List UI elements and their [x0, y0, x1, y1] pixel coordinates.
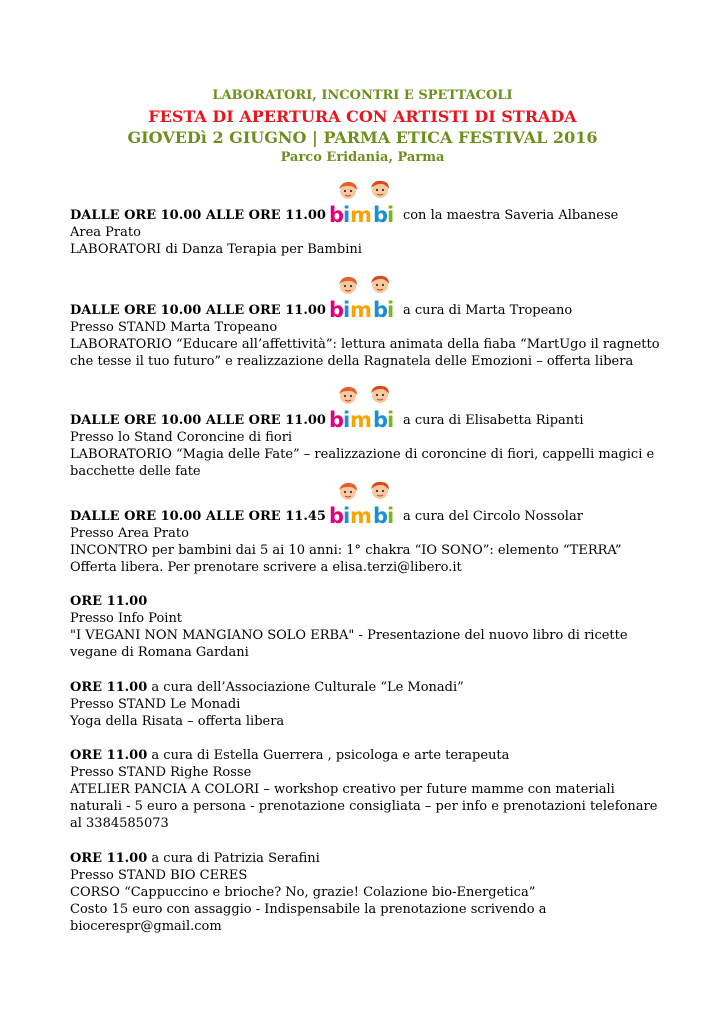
event-location: Presso STAND BIO CERES	[70, 868, 248, 883]
event-location: Presso Info Point	[70, 611, 183, 626]
event-heading	[70, 180, 670, 224]
header-date-festival: GIOVEDì 2 GIUGNO | PARMA ETICA FESTIVAL 2016	[127, 128, 598, 147]
event-item	[70, 747, 670, 832]
event-organizer: a cura di Elisabetta Ripanti	[402, 413, 584, 428]
event-description: Yoga della Risata – offerta libera	[70, 714, 285, 729]
event-heading	[70, 747, 670, 764]
header-location: Parco Eridania, Parma	[280, 150, 445, 165]
event-description: "I VEGANI NON MANGIANO SOLO ERBA" - Presentazione del nuovo libro di ricette vegane di Romana Gardani	[70, 628, 628, 660]
event-description: INCONTRO per bambini dai 5 ai 10 anni: 1° chakra “IO SONO”: elemento “TERRA”	[70, 543, 622, 558]
event-item	[70, 385, 670, 480]
event-organizer: con la maestra Saveria Albanese	[402, 208, 619, 223]
event-location: Presso STAND Righe Rosse	[70, 765, 252, 780]
event-heading	[70, 850, 670, 867]
event-description: LABORATORIO “Magia delle Fate” – realizzazione di coroncine di fiori, cappelli magici e bacchette delle fate	[70, 447, 655, 479]
event-organizer: a cura di Estella Guerrera , psicologa e arte terapeuta	[151, 748, 510, 763]
event-item	[70, 180, 670, 258]
event-description: ATELIER PANCIA A COLORI – workshop creativo per future mamme con materiali naturali - 5 euro a persona - prenotazione consigliata – per info e prenotazioni telefonare al 3384585073	[70, 782, 658, 831]
event-heading	[70, 385, 670, 429]
event-organizer: a cura di Patrizia Serafini	[151, 851, 320, 866]
header-category: LABORATORI, INCONTRI E SPETTACOLI	[212, 88, 513, 103]
event-location: Area Prato	[70, 225, 141, 240]
event-item	[70, 593, 670, 661]
event-description: CORSO “Cappuccino e brioche? No, grazie! Colazione bio-Energetica”	[70, 885, 536, 900]
event-description: LABORATORI di Danza Terapia per Bambini	[70, 242, 362, 257]
event-time: DALLE ORE 10.00 ALLE ORE 11.00	[70, 303, 326, 318]
bimbi-logo-icon	[328, 275, 402, 319]
header-event-title: FESTA DI APERTURA CON ARTISTI DI STRADA	[148, 107, 577, 126]
event-time: DALLE ORE 10.00 ALLE ORE 11.00	[70, 413, 326, 428]
event-item	[70, 275, 670, 370]
event-note: Offerta libera. Per prenotare scrivere a elisa.terzi@libero.it	[70, 560, 462, 575]
page-header	[0, 86, 725, 168]
event-item	[70, 481, 670, 576]
bimbi-logo-icon	[328, 385, 402, 429]
event-time: ORE 11.00	[70, 680, 148, 695]
event-time: ORE 11.00	[70, 851, 148, 866]
event-time: ORE 11.00	[70, 594, 148, 609]
event-heading	[70, 481, 670, 525]
event-location: Presso STAND Le Monadi	[70, 697, 241, 712]
event-item	[70, 850, 670, 935]
event-organizer: a cura del Circolo Nossolar	[402, 509, 583, 524]
event-location: Presso STAND Marta Tropeano	[70, 320, 278, 335]
event-time: DALLE ORE 10.00 ALLE ORE 11.00	[70, 208, 326, 223]
event-location: Presso Area Prato	[70, 526, 189, 541]
event-heading	[70, 679, 670, 696]
bimbi-logo-icon	[328, 481, 402, 525]
event-note: Costo 15 euro con assaggio - Indispensabile la prenotazione scrivendo a biocerespr@gmail.com	[70, 902, 547, 934]
event-heading	[70, 275, 670, 319]
event-time: DALLE ORE 10.00 ALLE ORE 11.45	[70, 509, 326, 524]
event-description: LABORATORIO “Educare all’affettività”: lettura animata della fiaba “MartUgo il ragnetto che tesse il tuo futuro” e realizzazione della Ragnatela delle Emozioni – offerta libera	[70, 337, 660, 369]
event-time: ORE 11.00	[70, 748, 148, 763]
bimbi-logo-icon	[328, 180, 402, 224]
event-item	[70, 679, 670, 730]
event-location: Presso lo Stand Coroncine di fiori	[70, 430, 293, 445]
event-organizer: a cura di Marta Tropeano	[402, 303, 573, 318]
event-organizer: a cura dell’Associazione Culturale “Le Monadi”	[151, 680, 464, 695]
